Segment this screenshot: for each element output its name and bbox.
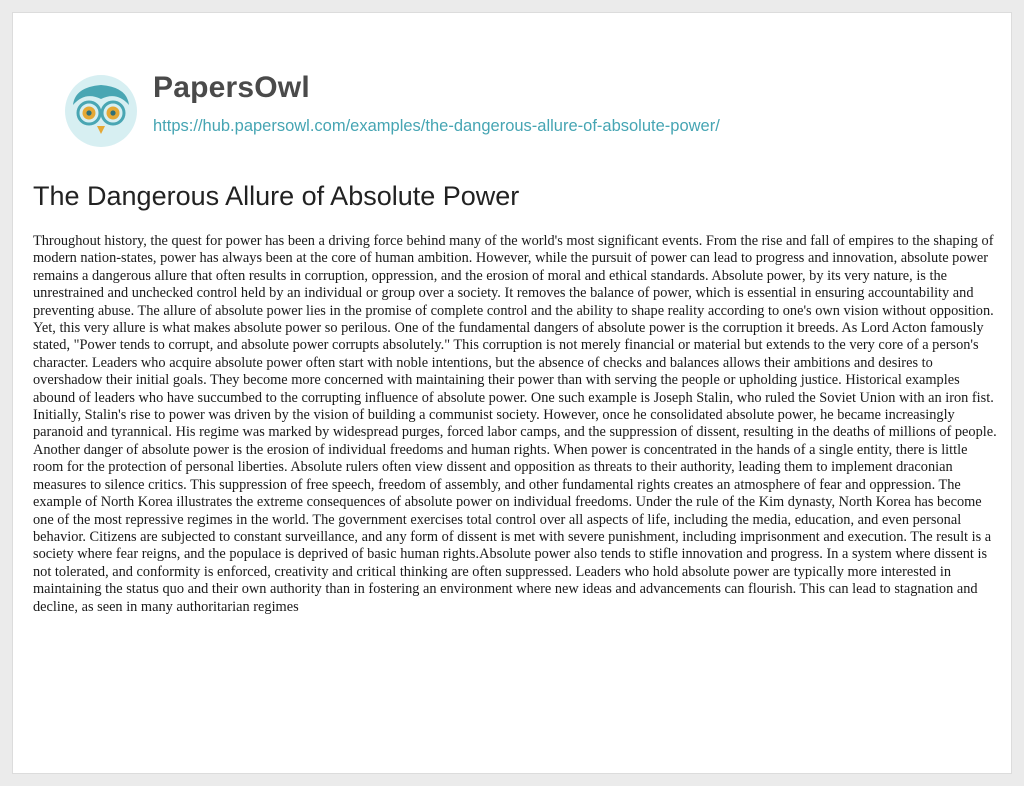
source-url-link[interactable]: https://hub.papersowl.com/examples/the-dangerous-allure-of-absolute-power/ [153, 117, 720, 135]
document-page [12, 12, 1012, 774]
brand-header [13, 13, 1011, 155]
page-title: The Dangerous Allure of Absolute Power [33, 181, 520, 211]
owl-logo-icon [61, 71, 141, 151]
brand-name: PapersOwl [153, 71, 310, 104]
essay-body: Throughout history, the quest for power has been a driving force behind many of the world's most significant events. From the rise and fall of empires to the shaping of modern nation-states, power has always been at the core of human ambition. However, while the pursuit of power can lead to progress and innovation, absolute power remains a dangerous allure that often results in corruption, oppression, and the erosion of moral and ethical standards. Absolute power, by its very nature, is the unrestrained and unchecked control held by an individual or group over a society. It removes the balance of power, which is essential in ensuring accountability and preventing abuse. The allure of absolute power lies in the promise of complete control and the ability to shape reality according to one's own vision without opposition. Yet, this very allure is what makes absolute power so perilous. One of the fundamental dangers of absolute power is the corruption it breeds. As Lord Acton famously stated, "Power tends to corrupt, and absolute power corrupts absolutely." This corruption is not merely financial or material but extends to the very core of a person's character. Leaders who acquire absolute power often start with noble intentions, but the absence of checks and balances allows their ambitions and desires to overshadow their initial goals. They become more concerned with maintaining their power than with serving the people or upholding justice. Historical examples abound of leaders who have succumbed to the corrupting influence of absolute power. One such example is Joseph Stalin, who ruled the Soviet Union with an iron fist. Initially, Stalin's rise to power was driven by the vision of building a communist society. However, once he consolidated absolute power, he became increasingly paranoid and tyrannical. His regime was marked by widespread purges, forced labor camps, and the suppression of dissent, resulting in the deaths of millions of people. Another danger of absolute power is the erosion of individual freedoms and human rights. When power is concentrated in the hands of a single entity, there is little room for the protection of personal liberties. Absolute rulers often view dissent and opposition as threats to their authority, leading them to implement draconian measures to silence critics. This suppression of free speech, freedom of assembly, and other fundamental rights creates an atmosphere of fear and oppression. The example of North Korea illustrates the extreme consequences of absolute power on individual freedoms. Under the rule of the Kim dynasty, North Korea has become one of the most repressive regimes in the world. The government exercises total control over all aspects of life, including the media, education, and even personal behavior. Citizens are subjected to constant surveillance, and any form of dissent is met with severe punishment, including imprisonment and execution. The result is a society where fear reigns, and the populace is deprived of basic human rights.Absolute power also tends to stifle innovation and progress. In a system where dissent is not tolerated, and conformity is enforced, creativity and critical thinking are often suppressed. Leaders who hold absolute power are typically more interested in maintaining the status quo and their own authority than in fostering an environment where new ideas and advancements can flourish. This can lead to stagnation and decline, as seen in many authoritarian regimes [33, 233, 997, 615]
